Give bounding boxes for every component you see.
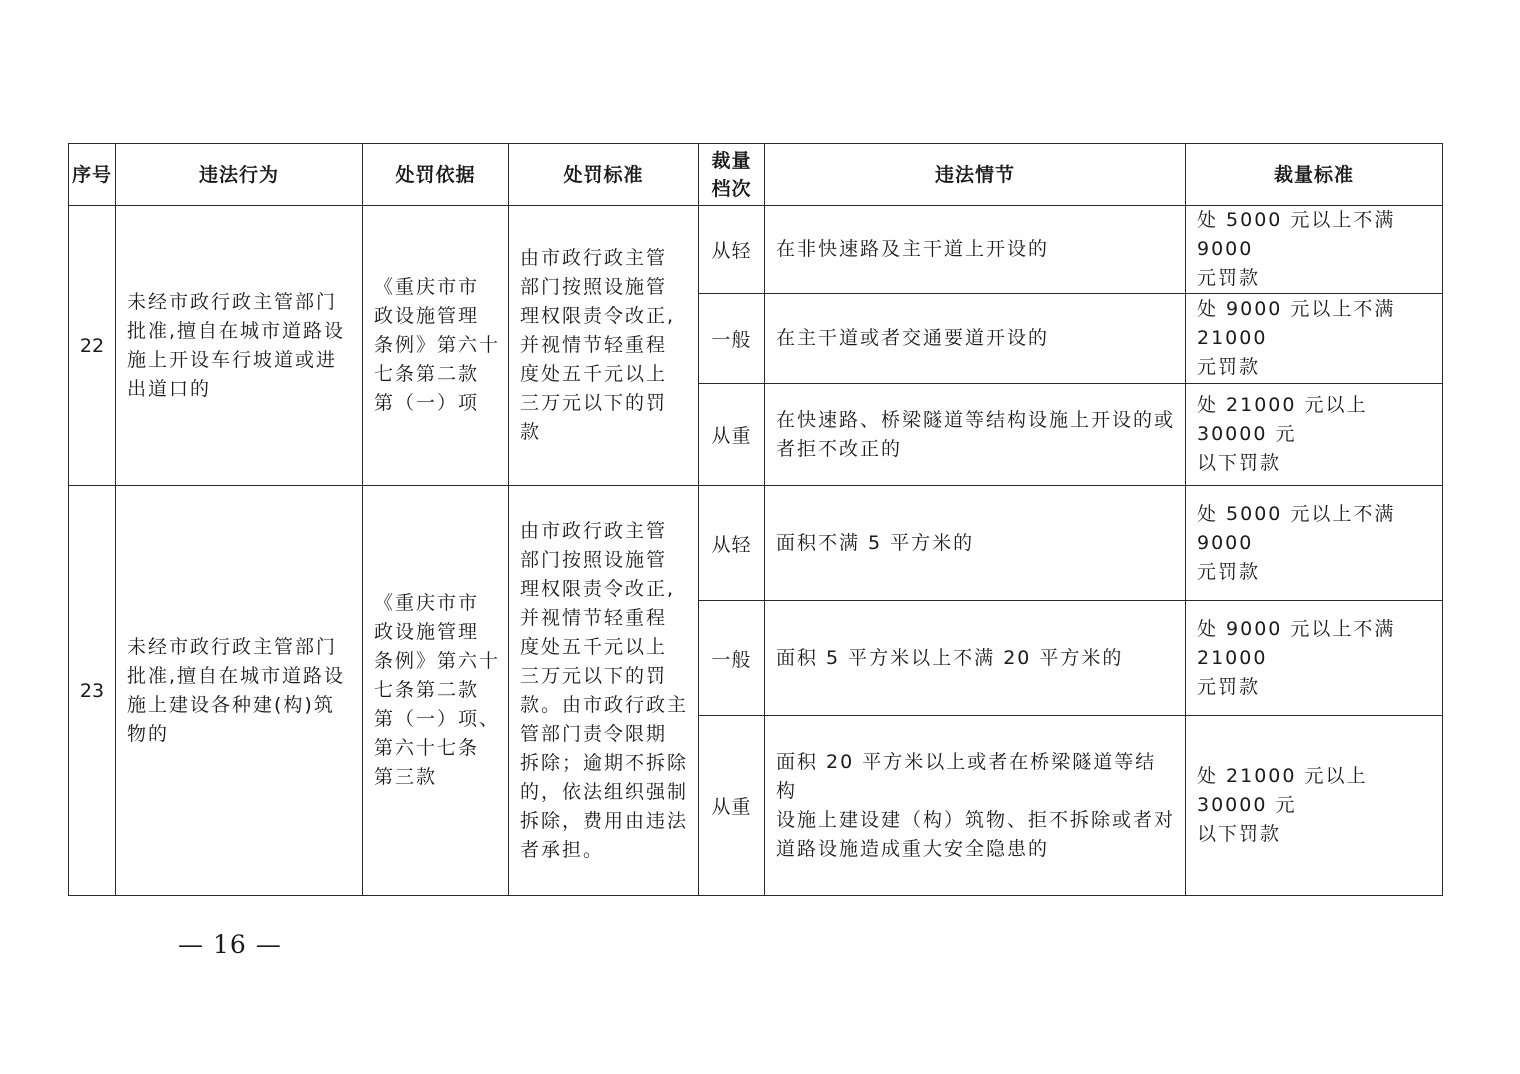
discretion-standard: 处 9000 元以上不满 21000 元罚款 bbox=[1186, 601, 1443, 716]
discretion-level: 从重 bbox=[699, 716, 765, 896]
circumstance: 面积 5 平方米以上不满 20 平方米的 bbox=[765, 601, 1186, 716]
penalty-discretion-table bbox=[68, 143, 1443, 896]
header-discretion-level: 裁量 档次 bbox=[699, 144, 765, 206]
penalty-standard: 由市政行政主管 部门按照设施管 理权限责令改正, 并视情节轻重程 度处五千元以上 三万元以下的罚 款。由市政行政主 管部门责令限期 拆除；逾期不拆除 的，依法组织强制 拆除，费用由违法 者承担。 bbox=[509, 486, 699, 896]
header-discretion-standard: 裁量标准 bbox=[1186, 144, 1443, 206]
discretion-level: 一般 bbox=[699, 294, 765, 384]
violation-behavior: 未经市政行政主管部门 批准,擅自在城市道路设 施上开设车行坡道或进 出道口的 bbox=[116, 206, 363, 486]
header-circumstance: 违法情节 bbox=[765, 144, 1186, 206]
table-row bbox=[69, 486, 1443, 601]
penalty-basis: 《重庆市市 政设施管理 条例》第六十 七条第二款 第（一）项、 第六十七条 第三款 bbox=[363, 486, 509, 896]
discretion-standard: 处 5000 元以上不满 9000 元罚款 bbox=[1186, 486, 1443, 601]
header-violation: 违法行为 bbox=[116, 144, 363, 206]
discretion-standard: 处 21000 元以上 30000 元 以下罚款 bbox=[1186, 716, 1443, 896]
row-number: 23 bbox=[69, 486, 116, 896]
penalty-basis: 《重庆市市 政设施管理 条例》第六十 七条第二款 第（一）项 bbox=[363, 206, 509, 486]
table-header-row bbox=[69, 144, 1443, 206]
circumstance: 面积不满 5 平方米的 bbox=[765, 486, 1186, 601]
violation-behavior: 未经市政行政主管部门 批准,擅自在城市道路设 施上建设各种建(构)筑 物的 bbox=[116, 486, 363, 896]
circumstance: 在非快速路及主干道上开设的 bbox=[765, 206, 1186, 294]
row-number: 22 bbox=[69, 206, 116, 486]
table-row bbox=[69, 206, 1443, 294]
header-basis: 处罚依据 bbox=[363, 144, 509, 206]
discretion-level: 从轻 bbox=[699, 486, 765, 601]
page-number: — 16 — bbox=[178, 930, 282, 959]
discretion-standard: 处 5000 元以上不满 9000 元罚款 bbox=[1186, 206, 1443, 294]
header-serial: 序号 bbox=[69, 144, 116, 206]
circumstance: 在快速路、桥梁隧道等结构设施上开设的或 者拒不改正的 bbox=[765, 384, 1186, 486]
discretion-level: 一般 bbox=[699, 601, 765, 716]
circumstance: 在主干道或者交通要道开设的 bbox=[765, 294, 1186, 384]
penalty-standard: 由市政行政主管 部门按照设施管 理权限责令改正, 并视情节轻重程 度处五千元以上 三万元以下的罚 款 bbox=[509, 206, 699, 486]
discretion-standard: 处 21000 元以上 30000 元 以下罚款 bbox=[1186, 384, 1443, 486]
discretion-level: 从重 bbox=[699, 384, 765, 486]
header-penalty-standard: 处罚标准 bbox=[509, 144, 699, 206]
discretion-level: 从轻 bbox=[699, 206, 765, 294]
circumstance: 面积 20 平方米以上或者在桥梁隧道等结构 设施上建设建（构）筑物、拒不拆除或者对 道路设施造成重大安全隐患的 bbox=[765, 716, 1186, 896]
discretion-standard: 处 9000 元以上不满 21000 元罚款 bbox=[1186, 294, 1443, 384]
